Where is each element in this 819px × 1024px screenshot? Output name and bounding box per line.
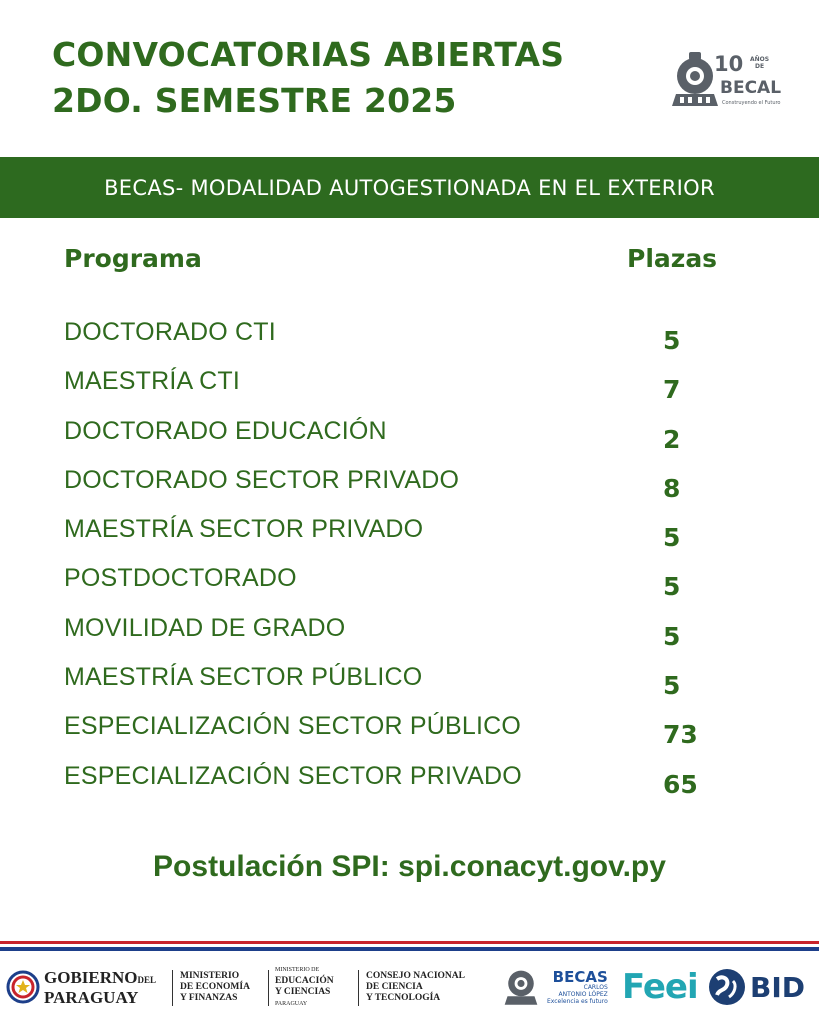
bid-logo [707,962,805,1012]
program-table [0,318,819,811]
becal-10-anios-logo [670,50,790,116]
table-row [0,663,819,712]
gobierno-line-2: PARAGUAY [44,987,139,1007]
plazas-value: 5 [663,621,681,651]
page-title [52,32,564,124]
table-row [0,318,819,367]
program-name: DOCTORADO SECTOR PRIVADO [64,465,460,494]
banner-text: BECAS- MODALIDAD AUTOGESTIONADA EN EL EXTERIOR [104,175,715,200]
gobierno-paraguay-logo [6,962,156,1012]
title-line-1: CONVOCATORIAS ABIERTAS [52,35,565,74]
table-row [0,614,819,663]
table-row [0,417,819,466]
footer-divider [358,970,359,1006]
program-name: ESPECIALIZACIÓN SECTOR PRIVADO [64,761,522,790]
table-row [0,564,819,613]
conacyt-logo: CONSEJO NACIONAL DE CIENCIA Y TECNOLOGÍA [366,970,465,1003]
program-name: MAESTRÍA SECTOR PRIVADO [64,515,424,544]
program-name: ESPECIALIZACIÓN SECTOR PÚBLICO [64,712,522,741]
plazas-value: 5 [663,671,681,701]
footer-divider [172,970,173,1006]
train-emblem-icon [670,50,720,112]
gobierno-del: DEL [137,974,157,985]
table-row [0,515,819,564]
bid-text: BID [750,970,806,1004]
program-name: MOVILIDAD DE GRADO [64,613,346,642]
footer-divider [268,970,269,1006]
program-name: DOCTORADO CTI [64,318,276,346]
logo-number: 10 [714,52,744,76]
logo-word: BECAL [720,78,782,98]
plazas-value: 65 [663,769,698,799]
postulacion-spi: Postulación SPI: spi.conacyt.gov.py [153,850,666,883]
program-name: MAESTRÍA CTI [64,367,241,396]
plazas-value: 5 [663,523,681,553]
logo-tagline: Construyendo el Futuro [722,100,781,106]
program-name: DOCTORADO EDUCACIÓN [64,416,387,445]
paraguay-seal-icon [6,970,40,1004]
plazas-value: 2 [663,424,681,454]
train-emblem-icon [503,965,539,1009]
program-name: MAESTRÍA SECTOR PÚBLICO [64,663,423,692]
table-row [0,466,819,515]
mec-logo: MINISTERIO DE EDUCACIÓN Y CIENCIAS PARAGUAY [275,967,334,1007]
flag-stripe-blue [0,947,819,951]
footer-logos [0,962,819,1018]
feei-logo: Feei [622,967,698,1007]
column-header-plazas: Plazas [627,244,718,273]
plazas-value: 8 [663,473,681,503]
plazas-value: 73 [663,720,698,750]
plazas-value: 5 [663,572,681,602]
column-header-programa: Programa [64,244,202,273]
table-row [0,762,819,811]
program-name: POSTDOCTORADO [64,564,297,593]
mef-logo: MINISTERIO DE ECONOMÍA Y FINANZAS [180,970,250,1003]
logo-anios: AÑOS DE [750,56,770,70]
bid-globe-icon [707,967,747,1007]
gobierno-line-1: GOBIERNO [44,967,138,987]
table-row [0,712,819,761]
plazas-value: 7 [663,375,681,405]
table-row [0,367,819,416]
modality-banner [0,157,819,218]
becas-carlos-antonio-lopez-logo: BECAS CARLOS ANTONIO LÓPEZ Excelencia es futuro [503,962,608,1012]
plazas-value: 5 [663,326,681,355]
title-line-2: 2DO. SEMESTRE 2025 [52,81,457,120]
